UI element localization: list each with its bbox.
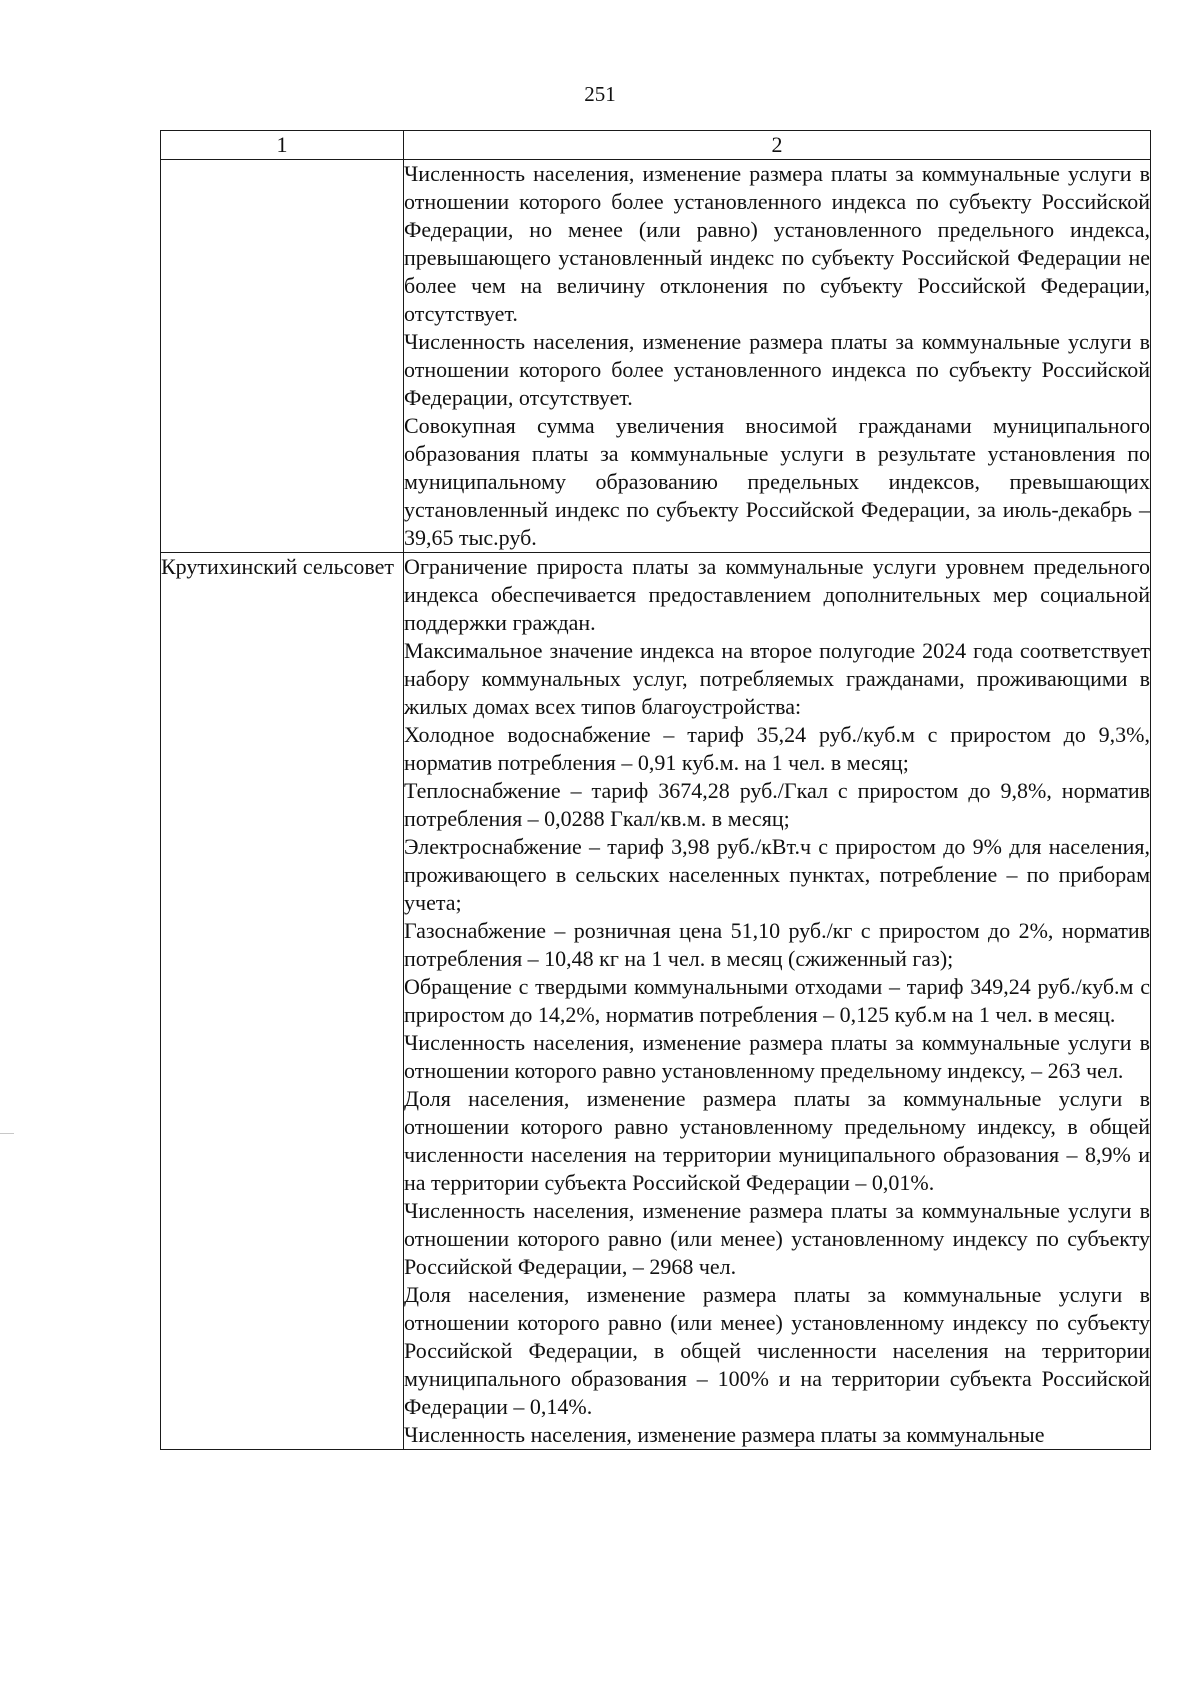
paragraph: Максимальное значение индекса на второе полугодие 2024 года соответствует набору коммунальных услуг, потребляемых гражданами, проживающими в жилых домах всех типов благоустройства:	[404, 638, 1150, 719]
paragraph: Совокупная сумма увеличения вносимой гражданами муниципального образования платы за коммунальные услуги в результате установления по муниципальному образованию предельных индексов, превышающих установленный индекс по субъекту Российской Федерации, за июль-декабрь – 39,65 тыс.руб.	[404, 413, 1150, 550]
table-header	[161, 131, 1151, 160]
paragraph: Газоснабжение – розничная цена 51,10 руб./кг с приростом до 2%, норматив потребления – 10,48 кг на 1 чел. в месяц (сжиженный газ);	[404, 918, 1150, 971]
paragraph: Холодное водоснабжение – тариф 35,24 руб./куб.м с приростом до 9,3%, норматив потребления – 0,91 куб.м. на 1 чел. в месяц;	[404, 722, 1150, 775]
paragraph: Численность населения, изменение размера платы за коммунальные услуги в отношении которого равно (или менее) установленному индексу по субъекту Российской Федерации, – 2968 чел.	[404, 1198, 1150, 1279]
paragraph: Численность населения, изменение размера платы за коммунальные услуги в отношении которого более установленного индекса по субъекту Российской Федерации, но менее (или равно) установленного предельного индекса, превышающего установленный индекс по субъекту Российской Федерации не более чем на величину отклонения по субъекту Российской Федерации, отсутствует.	[404, 161, 1150, 326]
paragraph: Теплоснабжение – тариф 3674,28 руб./Гкал с приростом до 9,8%, норматив потребления – 0,0288 Гкал/кв.м. в месяц;	[404, 778, 1150, 831]
page-number: 251	[584, 82, 616, 106]
table-row	[161, 553, 1151, 1450]
paragraph: Доля населения, изменение размера платы за коммунальные услуги в отношении которого равно (или менее) установленному индексу по субъекту Российской Федерации, в общей численности населения на территории муниципального образования – 100% и на территории субъекта Российской Федерации – 0,14%.	[404, 1282, 1150, 1419]
column-header-2: 2	[404, 131, 1151, 160]
paragraph: Доля населения, изменение размера платы за коммунальные услуги в отношении которого равно установленному предельному индексу, в общей численности населения на территории муниципального образования – 8,9% и на территории субъекта Российской Федерации – 0,01%.	[404, 1086, 1150, 1195]
column-header-1: 1	[161, 131, 404, 160]
data-table	[160, 130, 1151, 1450]
region-name-cell: Крутихинский сельсовет	[161, 553, 404, 1450]
content-cell	[404, 553, 1151, 1450]
region-name-cell	[161, 160, 404, 553]
header-row	[161, 131, 1151, 160]
margin-mark	[0, 1133, 14, 1134]
paragraph: Электроснабжение – тариф 3,98 руб./кВт.ч с приростом до 9% для населения, проживающего в сельских населенных пунктах, потребление – по приборам учета;	[404, 834, 1150, 915]
paragraph: Численность населения, изменение размера платы за коммунальные	[404, 1422, 1045, 1447]
paragraph: Обращение с твердыми коммунальными отходами – тариф 349,24 руб./куб.м с приростом до 14,2%, норматив потребления – 0,125 куб.м на 1 чел. в месяц.	[404, 974, 1150, 1027]
table-row	[161, 160, 1151, 553]
paragraph: Численность населения, изменение размера платы за коммунальные услуги в отношении которого более установленного индекса по субъекту Российской Федерации, отсутствует.	[404, 329, 1150, 410]
content-cell	[404, 160, 1151, 553]
paragraph: Численность населения, изменение размера платы за коммунальные услуги в отношении которого равно установленному предельному индексу, – 263 чел.	[404, 1030, 1150, 1083]
paragraph: Ограничение прироста платы за коммунальные услуги уровнем предельного индекса обеспечивается предоставлением дополнительных мер социальной поддержки граждан.	[404, 554, 1150, 635]
